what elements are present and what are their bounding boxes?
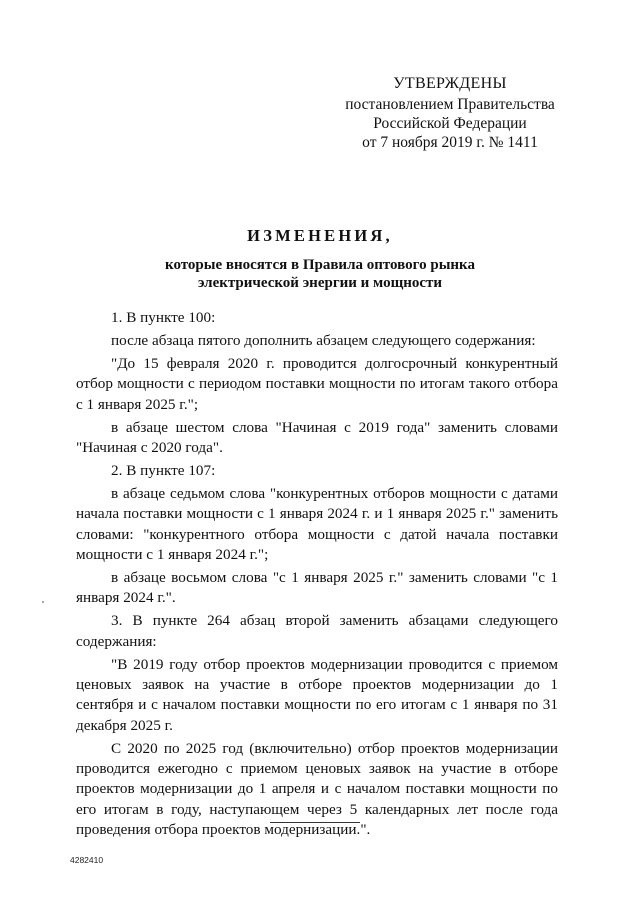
- approval-heading: УТВЕРЖДЕНЫ: [393, 75, 507, 92]
- document-title: [60, 226, 580, 292]
- approval-line-1: постановлением Правительства: [345, 96, 555, 113]
- paragraph-item-2: 2. В пункте 107:: [111, 461, 216, 479]
- title-subtitle-line-1: которые вносятся в Правила оптового рынка: [165, 257, 475, 273]
- paragraph: С 2020 по 2025 год (включительно) отбор проектов модернизации проводится ежегодно с приемом ценовых заявок на участие в отборе проектов модернизации до 1 апреля и с началом поставки мощности по его итогам в году, наступающем через 5 календарных лет после года проведения отбора проектов модернизации.".: [76, 739, 558, 839]
- scan-speck: [42, 601, 44, 603]
- paragraph: в абзаце седьмом слова "конкурентных отборов мощности с датами начала поставки мощности с 1 января 2024 г. и 1 января 2025 г." заменить словами: "конкурентного отбора мощности с датой начала поставки мощности с 1 января 2024 г.";: [76, 484, 558, 563]
- approval-block: [330, 74, 570, 152]
- paragraph-item-1: 1. В пункте 100:: [111, 309, 216, 326]
- approval-line-2: Российской Федерации: [373, 115, 527, 132]
- title-main: ИЗМЕНЕНИЯ,: [247, 226, 393, 245]
- title-subtitle-line-2: электрической энергии и мощности: [197, 275, 443, 291]
- end-rule: [270, 822, 360, 823]
- paragraph: "До 15 февраля 2020 г. проводится долгосрочный конкурентный отбор мощности с периодом поставки мощности по итогам такого отбора с 1 января 2025 г.";: [76, 354, 558, 413]
- paragraph: после абзаца пятого дополнить абзацем следующего содержания:: [111, 331, 536, 349]
- paragraph: в абзаце шестом слова "Начиная с 2019 года" заменить словами "Начиная с 2020 года".: [76, 418, 558, 456]
- document-body: [76, 308, 558, 843]
- paragraph-item-3: 3. В пункте 264 абзац второй заменить абзацами следующего содержания:: [76, 612, 558, 650]
- paragraph: в абзаце восьмом слова "с 1 января 2025 г." заменить словами "с 1 января 2024 г.".: [76, 568, 558, 607]
- paragraph: "В 2019 году отбор проектов модернизации проводится с приемом ценовых заявок на участие в отборе проектов модернизации до 1 сентября и с началом поставки мощности по его итогам с 1 января по 31 декабря 2025 г.: [76, 655, 558, 734]
- approval-line-3: от 7 ноября 2019 г. № 1411: [362, 134, 538, 151]
- document-number: 4282410: [70, 855, 104, 865]
